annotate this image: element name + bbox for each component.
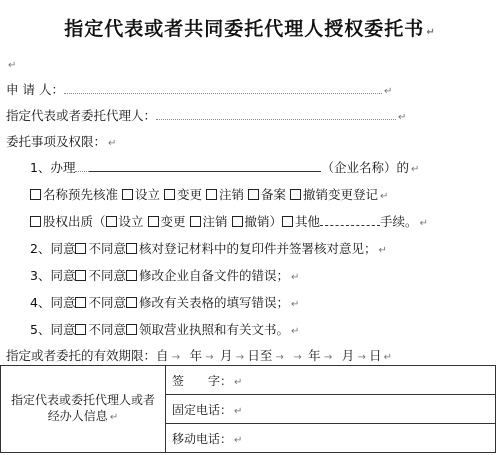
paragraph-mark-icon: ↵: [380, 191, 389, 202]
agree-label: 4、同意: [30, 295, 76, 310]
applicant-label: 申 请 人：: [6, 82, 64, 97]
agent-info-table: [0, 365, 496, 453]
validity-row: [6, 348, 392, 366]
checkbox-pledge-revoke[interactable]: [232, 216, 243, 227]
paragraph-mark-icon: ↵: [290, 299, 300, 310]
option-label: 撤销）: [244, 214, 283, 229]
month-label: 月: [220, 348, 233, 363]
checkbox-equity-pledge[interactable]: [30, 216, 41, 227]
tab-arrow-icon: →: [320, 352, 342, 363]
applicant-row: [6, 82, 392, 100]
paragraph-mark-icon: ↵: [426, 27, 436, 38]
checkbox-pledge-establish[interactable]: [106, 216, 117, 227]
agree-label: 5、同意: [30, 322, 76, 337]
item-4-row: [30, 295, 299, 313]
item-3-text: 修改企业自备文件的错误；: [138, 268, 289, 283]
paragraph-mark-icon: ↵: [8, 60, 17, 71]
option-label: 名称预先核准: [43, 187, 119, 202]
agree-label: 3、同意: [30, 268, 76, 283]
table-row: [1, 366, 496, 395]
options-row-1: [30, 187, 388, 205]
checkbox-item2-agree[interactable]: [75, 243, 86, 254]
paragraph-mark-icon: ↵: [108, 138, 117, 149]
disagree-label: 不同意: [88, 268, 126, 283]
mobile-label: 移动电话：: [172, 431, 233, 446]
checkbox-item3-agree[interactable]: [75, 270, 86, 281]
blank-line: [6, 56, 16, 74]
agent-field[interactable]: [156, 109, 396, 120]
item-4-text: 修改有关表格的填写错误；: [138, 295, 289, 310]
tab-arrow-icon: →: [202, 352, 221, 363]
checkbox-item5-disagree[interactable]: [126, 324, 137, 335]
agent-info-label: 指定代表或委托代理人或者经办人信息: [10, 393, 155, 423]
item-1-row: [30, 160, 419, 178]
day-label: 日: [369, 348, 382, 363]
option-label: 注销: [219, 187, 245, 202]
month-label: 月: [341, 348, 355, 363]
pledge-label: 股权出质（: [43, 214, 106, 229]
paragraph-mark-icon: ↵: [290, 326, 300, 337]
signature-label: 签 字：: [172, 373, 233, 388]
agent-info-label-cell: [1, 366, 166, 453]
checkbox-record[interactable]: [248, 189, 259, 200]
tab-arrow-icon: →: [168, 352, 190, 363]
landline-label: 固定电话：: [172, 402, 233, 417]
day-to-label: 日至: [247, 348, 273, 363]
option-label: 设立: [135, 187, 161, 202]
agent-label: 指定代表或者委托代理人：: [6, 108, 157, 123]
company-name-field[interactable]: [89, 160, 321, 172]
checkbox-item4-agree[interactable]: [75, 297, 86, 308]
checkbox-establish[interactable]: [122, 189, 133, 200]
option-label: 撤销变更登记: [303, 187, 379, 202]
signature-cell[interactable]: [166, 366, 496, 395]
paragraph-mark-icon: ↵: [383, 86, 393, 97]
company-note: （企业名称）的: [321, 160, 409, 175]
item-2-row: [30, 241, 387, 259]
disagree-label: 不同意: [88, 295, 126, 310]
paragraph-mark-icon: ↵: [234, 405, 243, 417]
agent-row: [6, 108, 406, 126]
paragraph-mark-icon: ↵: [290, 272, 300, 283]
paragraph-mark-icon: ↵: [109, 412, 119, 423]
paragraph-mark-icon: ↵: [234, 434, 243, 446]
paragraph-mark-icon: ↵: [234, 376, 243, 388]
paragraph-mark-icon: ↵: [378, 245, 387, 256]
tab-arrow-icon: →: [232, 352, 248, 363]
item-3-row: [30, 268, 299, 286]
document-title: 指定代表或者共同委托代理人授权委托书 ↵: [64, 18, 436, 40]
disagree-label: 不同意: [88, 322, 126, 337]
checkbox-name-precheck[interactable]: [30, 189, 41, 200]
other-label: 其他: [295, 214, 321, 229]
other-field[interactable]: [320, 214, 380, 226]
checkbox-item2-disagree[interactable]: [126, 243, 137, 254]
paragraph-mark-icon: ↵: [410, 164, 420, 175]
checkbox-item4-disagree[interactable]: [126, 297, 137, 308]
matters-label: 委托事项及权限：: [6, 134, 107, 149]
validity-label: 指定或者委托的有效期限：自: [6, 348, 169, 363]
landline-cell[interactable]: [166, 395, 496, 424]
tab-arrow-icon: →: [354, 352, 370, 363]
item-2-text: 核对登记材料中的复印件并签署核对意见；: [138, 241, 377, 256]
applicant-field[interactable]: [64, 83, 382, 94]
tab-arrow-icon: → →: [272, 352, 309, 363]
checkbox-item5-agree[interactable]: [75, 324, 86, 335]
disagree-label: 不同意: [88, 241, 126, 256]
checkbox-cancel[interactable]: [206, 189, 217, 200]
item-1-dots: [75, 161, 89, 172]
checkbox-pledge-change[interactable]: [148, 216, 159, 227]
checkbox-revoke-change[interactable]: [290, 189, 301, 200]
checkbox-change[interactable]: [164, 189, 175, 200]
matters-row: [6, 134, 116, 152]
option-label: 设立: [118, 214, 144, 229]
procedure-suffix: 手续。: [380, 214, 418, 229]
options-row-2: [30, 214, 428, 232]
checkbox-item3-disagree[interactable]: [126, 270, 137, 281]
checkbox-pledge-cancel[interactable]: [190, 216, 201, 227]
paragraph-mark-icon: ↵: [383, 352, 392, 363]
year-label: 年: [308, 348, 321, 363]
option-label: 变更: [160, 214, 186, 229]
paragraph-mark-icon: ↵: [398, 112, 407, 123]
item-5-row: [30, 322, 299, 340]
year-label: 年: [189, 348, 203, 363]
item-1-prefix: 1、办理: [30, 160, 76, 175]
agree-label: 2、同意: [30, 241, 76, 256]
checkbox-other[interactable]: [282, 216, 293, 227]
option-label: 注销: [202, 214, 228, 229]
item-5-text: 领取营业执照和有关文书。: [138, 322, 289, 337]
paragraph-mark-icon: ↵: [419, 218, 428, 229]
option-label: 备案: [261, 187, 287, 202]
option-label: 变更: [177, 187, 203, 202]
mobile-cell[interactable]: [166, 424, 496, 453]
